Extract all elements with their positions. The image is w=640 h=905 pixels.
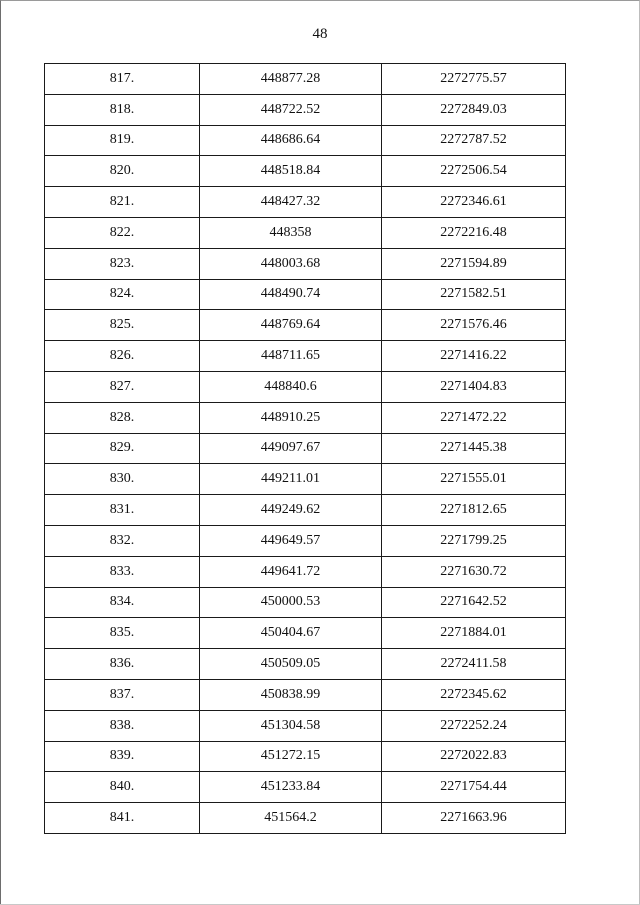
y-coordinate-cell: 2271555.01 [382,464,566,495]
table-row [45,679,566,710]
point-number-cell: 820. [45,156,200,187]
table-row [45,341,566,372]
table-row [45,525,566,556]
point-number-cell: 835. [45,618,200,649]
y-coordinate-cell: 2271663.96 [382,803,566,834]
y-coordinate-cell: 2272345.62 [382,679,566,710]
table-row [45,402,566,433]
y-coordinate-cell: 2272775.57 [382,64,566,95]
x-coordinate-cell: 448840.6 [200,371,382,402]
x-coordinate-cell: 449211.01 [200,464,382,495]
point-number-cell: 822. [45,217,200,248]
point-number-cell: 826. [45,341,200,372]
table-row [45,94,566,125]
table-row [45,649,566,680]
point-number-cell: 828. [45,402,200,433]
y-coordinate-cell: 2271582.51 [382,279,566,310]
y-coordinate-cell: 2272022.83 [382,741,566,772]
y-coordinate-cell: 2271594.89 [382,248,566,279]
point-number-cell: 836. [45,649,200,680]
table-row [45,710,566,741]
y-coordinate-cell: 2271445.38 [382,433,566,464]
point-number-cell: 841. [45,803,200,834]
table-row [45,464,566,495]
point-number-cell: 819. [45,125,200,156]
table-row [45,279,566,310]
x-coordinate-cell: 449249.62 [200,495,382,526]
y-coordinate-cell: 2271812.65 [382,495,566,526]
x-coordinate-cell: 448003.68 [200,248,382,279]
table-row [45,64,566,95]
x-coordinate-cell: 451304.58 [200,710,382,741]
table-row [45,803,566,834]
y-coordinate-cell: 2272411.58 [382,649,566,680]
x-coordinate-cell: 451564.2 [200,803,382,834]
x-coordinate-cell: 450000.53 [200,587,382,618]
x-coordinate-cell: 448711.65 [200,341,382,372]
x-coordinate-cell: 448518.84 [200,156,382,187]
point-number-cell: 821. [45,187,200,218]
y-coordinate-cell: 2272252.24 [382,710,566,741]
y-coordinate-cell: 2272216.48 [382,217,566,248]
table-row [45,741,566,772]
y-coordinate-cell: 2272849.03 [382,94,566,125]
x-coordinate-cell: 451272.15 [200,741,382,772]
y-coordinate-cell: 2272506.54 [382,156,566,187]
point-number-cell: 837. [45,679,200,710]
table-row [45,587,566,618]
y-coordinate-cell: 2271799.25 [382,525,566,556]
point-number-cell: 830. [45,464,200,495]
x-coordinate-cell: 450838.99 [200,679,382,710]
x-coordinate-cell: 448877.28 [200,64,382,95]
x-coordinate-cell: 451233.84 [200,772,382,803]
x-coordinate-cell: 449097.67 [200,433,382,464]
x-coordinate-cell: 448769.64 [200,310,382,341]
coordinates-table [44,63,566,834]
table-row [45,618,566,649]
y-coordinate-cell: 2272787.52 [382,125,566,156]
y-coordinate-cell: 2271630.72 [382,556,566,587]
y-coordinate-cell: 2271642.52 [382,587,566,618]
point-number-cell: 840. [45,772,200,803]
x-coordinate-cell: 448686.64 [200,125,382,156]
x-coordinate-cell: 448358 [200,217,382,248]
y-coordinate-cell: 2271404.83 [382,371,566,402]
point-number-cell: 833. [45,556,200,587]
y-coordinate-cell: 2271416.22 [382,341,566,372]
x-coordinate-cell: 448722.52 [200,94,382,125]
table-row [45,248,566,279]
page-number: 48 [312,26,328,42]
point-number-cell: 825. [45,310,200,341]
table-row [45,772,566,803]
point-number-cell: 823. [45,248,200,279]
y-coordinate-cell: 2271472.22 [382,402,566,433]
table-row [45,187,566,218]
table-row [45,310,566,341]
table-row [45,433,566,464]
x-coordinate-cell: 448910.25 [200,402,382,433]
point-number-cell: 829. [45,433,200,464]
y-coordinate-cell: 2272346.61 [382,187,566,218]
point-number-cell: 832. [45,525,200,556]
table-row [45,495,566,526]
y-coordinate-cell: 2271884.01 [382,618,566,649]
point-number-cell: 831. [45,495,200,526]
table-row [45,556,566,587]
point-number-cell: 838. [45,710,200,741]
y-coordinate-cell: 2271754.44 [382,772,566,803]
x-coordinate-cell: 450509.05 [200,649,382,680]
point-number-cell: 817. [45,64,200,95]
table-row [45,156,566,187]
point-number-cell: 818. [45,94,200,125]
x-coordinate-cell: 450404.67 [200,618,382,649]
x-coordinate-cell: 448490.74 [200,279,382,310]
x-coordinate-cell: 449641.72 [200,556,382,587]
y-coordinate-cell: 2271576.46 [382,310,566,341]
coordinates-table-body [45,64,566,834]
table-row [45,217,566,248]
point-number-cell: 834. [45,587,200,618]
point-number-cell: 839. [45,741,200,772]
point-number-cell: 824. [45,279,200,310]
x-coordinate-cell: 449649.57 [200,525,382,556]
table-row [45,371,566,402]
x-coordinate-cell: 448427.32 [200,187,382,218]
point-number-cell: 827. [45,371,200,402]
table-row [45,125,566,156]
